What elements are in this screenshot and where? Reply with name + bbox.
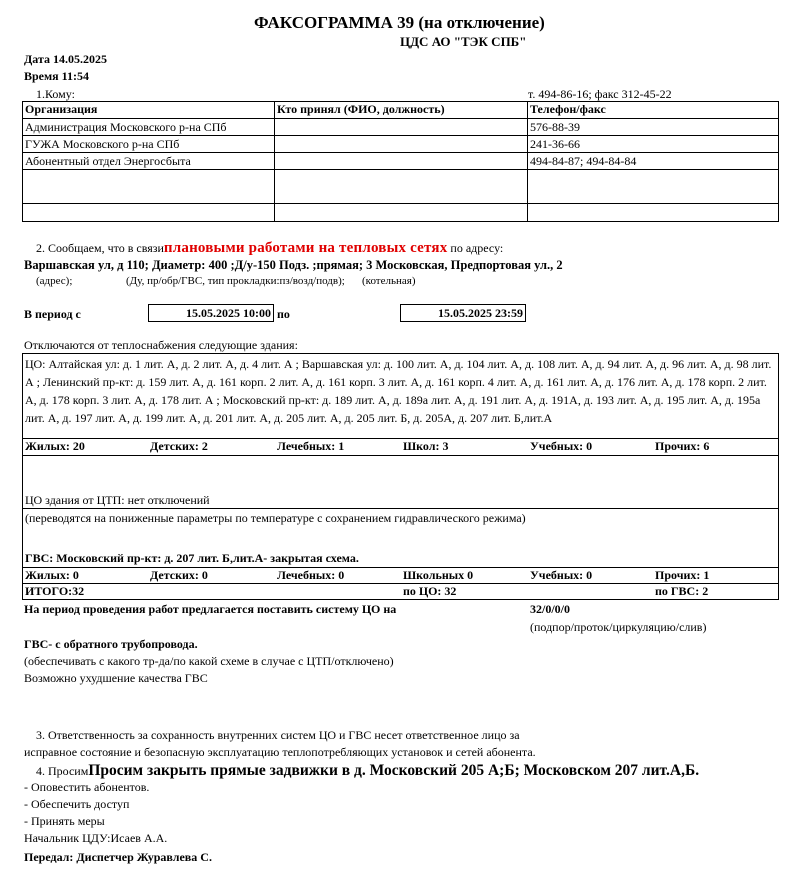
column-header-receiver: Кто принял (ФИО, должность) [277, 102, 445, 116]
gvs-quality-note: Возможно ухудшение качества ГВС [24, 671, 208, 685]
table-cell-org: Администрация Московского р-на СПб [25, 120, 227, 134]
work-period-value: 32/0/0/0 [530, 602, 571, 616]
work-period-hint: (подпор/проток/циркуляцию/слив) [530, 620, 707, 634]
sender-contacts: т. 494-86-16; факс 312-45-22 [528, 87, 672, 101]
table-cell-phone: 494-84-87; 494-84-84 [530, 154, 637, 168]
period-to: 15.05.2025 23:59 [438, 306, 523, 320]
gvs-source: ГВС- с обратного трубопровода. [24, 637, 198, 651]
gvs-count-other: Прочих: 1 [655, 568, 710, 582]
count-medical: Лечебных: 1 [277, 439, 345, 453]
action-item: - Обеспечить доступ [24, 797, 130, 811]
table-cell-phone: 241-36-66 [530, 137, 580, 151]
section2-suffix: по адресу: [450, 241, 504, 255]
count-educational: Учебных: 0 [530, 439, 593, 453]
gvs-count-residential: Жилых: 0 [25, 568, 79, 582]
document-title: ФАКСОГРАММА 39 (на отключение) [254, 13, 545, 32]
period-to-label: по [277, 307, 290, 321]
period-label: В период с [24, 307, 81, 321]
work-reason-highlight: плановыми работами на тепловых сетях [163, 240, 448, 256]
gvs-text: ГВС: Московский пр-кт: д. 207 лит. Б,лит.А- закрытая схема. [25, 551, 359, 565]
section4-prefix: 4. Просим [36, 764, 89, 778]
section2-prefix: 2. Сообщаем, что в связи [36, 241, 164, 255]
legend-boiler: (котельная) [362, 275, 416, 287]
request-text: Просим закрыть прямые задвижки в д. Московский 205 А;Б; Московском 207 лит.А,Б. [88, 762, 700, 779]
count-schools: Школ: 3 [403, 439, 449, 453]
to-label: 1.Кому: [36, 87, 75, 101]
total-co: по ЦО: 32 [403, 584, 457, 598]
chief-signature: Начальник ЦДУ:Исаев А.А. [24, 831, 168, 845]
action-item: - Оповестить абонентов. [24, 780, 150, 794]
gvs-count-educational: Учебных: 0 [530, 568, 593, 582]
legend-address: (адрес); [36, 275, 73, 287]
table-cell-org: Абонентный отдел Энергосбыта [25, 154, 191, 168]
count-residential: Жилых: 20 [25, 439, 85, 453]
gvs-count-schools: Школьных 0 [403, 568, 474, 582]
table-cell-phone: 576-88-39 [530, 120, 580, 134]
ctp-note: (переводятся на пониженные параметры по температуре с сохранением гидравлического режима) [25, 511, 526, 525]
legend-params: (Ду, пр/обр/ГВС, тип прокладки:пз/возд/подв); [126, 275, 345, 287]
gvs-count-children: Детских: 0 [150, 568, 208, 582]
sender-org: ЦДС АО "ТЭК СПБ" [400, 34, 527, 49]
total-gvs: по ГВС: 2 [655, 584, 709, 598]
gvs-count-medical: Лечебных: 0 [277, 568, 345, 582]
section3-line1: 3. Ответственность за сохранность внутренних систем ЦО и ГВС несет ответственное лицо за [36, 728, 520, 742]
time-label: Время 11:54 [24, 69, 90, 83]
gvs-source-note: (обеспечивать с какого тр-да/по какой схеме в случае с ЦТП/отключено) [24, 654, 394, 668]
period-from-box [148, 304, 274, 322]
period-from: 15.05.2025 10:00 [186, 306, 271, 320]
section3-line2: исправное состояние и безопасную эксплуатацию теплопотребляющих установок и сетей абонента. [24, 745, 536, 759]
ctp-status: ЦО здания от ЦТП: нет отключений [25, 493, 210, 507]
co-buildings-list: ЦО: Алтайская ул: д. 1 лит. А, д. 2 лит. А, д. 4 лит. А ; Варшавская ул: д. 100 лит. А, д. 104 лит. А, д. 108 лит. А, д. 94 лит. А, д. 96 лит. А, д. 98 лит. А ; Ленинский пр-кт: д. 159 лит. А, д. 161 корп. 2 лит. А, д. 161 корп. 3 лит. А, д. 161 корп. 4 лит. А, д. 161 лит. А, д. 176 лит. А, д. 178 корп. 2 лит. А, д. 178 корп. 3 лит. А, д. 178 лит. А ; Московский пр-кт: д. 189 лит. А, д. 189а лит. А, д. 191 лит. А, д. 191А, д. 193 лит. А, д. 195 лит. А, д. 195а лит. А, д. 197 лит. А, д. 199 лит. А, д. 201 лит. А, д. 205 лит. А, д. 205 лит. Б, д. 205А, д. 207 лит. Б,лит.А [25, 357, 772, 425]
section2-intro [36, 240, 503, 257]
count-other: Прочих: 6 [655, 439, 710, 453]
work-address: Варшавская ул, д 110; Диаметр: 400 ;Д/у-150 Подз. ;прямая; 3 Московская, Предпортовая ул., 2 [24, 258, 563, 272]
disconnect-label: Отключаются от теплоснабжения следующие здания: [24, 338, 298, 352]
column-header-phone: Телефон/факс [530, 102, 606, 116]
work-period-text: На период проведения работ предлагается поставить систему ЦО на [24, 602, 397, 616]
action-item: - Принять меры [24, 814, 105, 828]
total-label: ИТОГО:32 [25, 584, 85, 598]
count-children: Детских: 2 [150, 439, 208, 453]
period-to-box [400, 304, 526, 322]
sent-by: Передал: Диспетчер Журавлева С. [24, 850, 212, 864]
section4-request [36, 762, 699, 780]
date-label: Дата 14.05.2025 [24, 52, 107, 66]
table-cell-org: ГУЖА Московского р-на СПб [25, 137, 180, 151]
column-header-org: Организация [25, 102, 98, 116]
